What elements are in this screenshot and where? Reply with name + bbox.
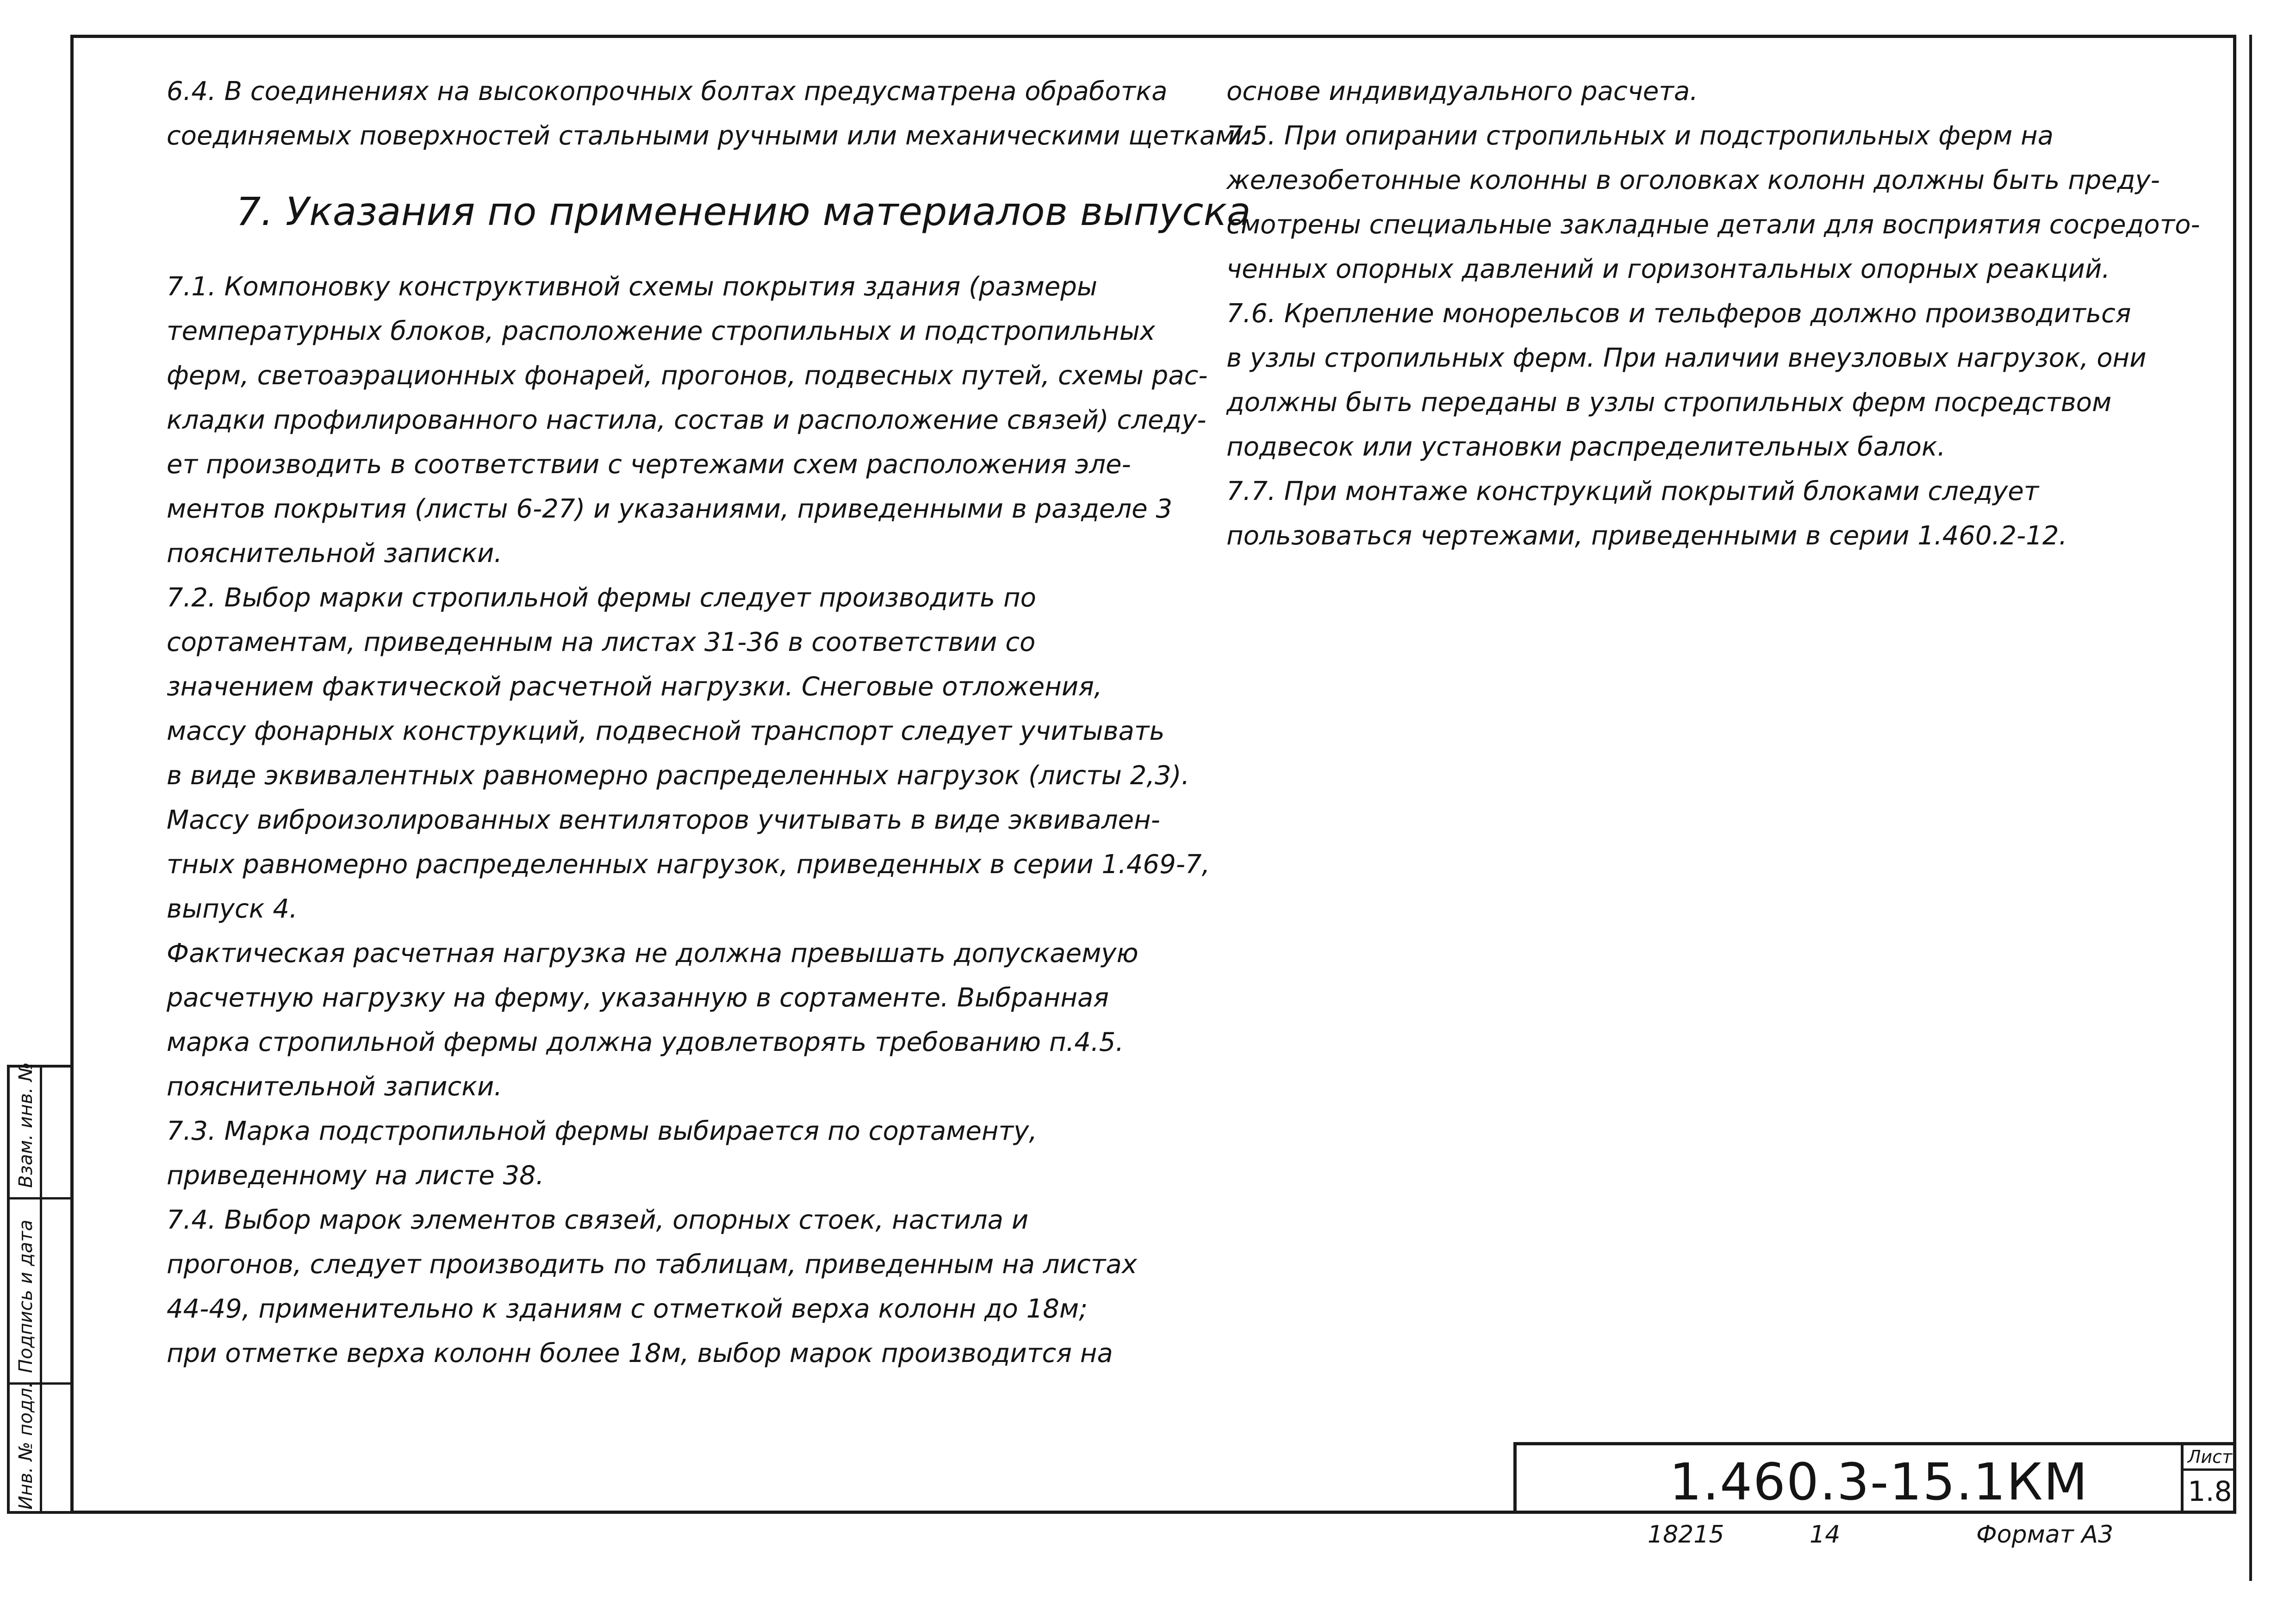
text-line: в узлы стропильных ферм. При наличии внеузловых нагрузок, они [1226,343,2147,373]
text-line: пояснительной записки. [167,538,503,568]
text-line: 7.7. При монтаже конструкций покрытий блоками следует [1226,476,2039,506]
text-line: в виде эквивалентных равномерно распределенных нагрузок (листы 2,3). [167,761,1190,791]
text-line: расчетную нагрузку на ферму, указанную в сортаменте. Выбранная [167,983,1109,1013]
text-line: ченных опорных давлений и горизонтальных опорных реакций. [1226,254,2110,284]
text-line: сортаментам, приведенным на листах 31-36 в соответствии со [167,627,1036,657]
text-line: 7.5. При опирании стропильных и подстропильных ферм на [1226,121,2054,151]
text-line: массу фонарных конструкций, подвесной транспорт следует учитывать [167,716,1165,746]
text-line: 44-49, применительно к зданиям с отметкой верха колонн до 18м; [167,1294,1088,1324]
text-line: соединяемых поверхностей стальными ручными или механическими щетками. [167,121,1260,151]
text-line: прогонов, следует производить по таблицам, приведенным на листах [167,1249,1137,1280]
text-line: 7.3. Марка подстропильной фермы выбирается по сортаменту, [167,1116,1038,1146]
side-stamp [7,1062,70,1514]
text-line: 6.4. В соединениях на высокопрочных болтах предусматрена обработка [167,76,1168,106]
sheet-box [2181,1445,2236,1514]
text-line: пояснительной записки. [167,1072,503,1102]
outer-trim-line [2249,35,2252,1581]
text-line: 7.4. Выбор марок элементов связей, опорных стоек, настила и [167,1205,1029,1235]
text-line: должны быть переданы в узлы стропильных ферм посредством [1226,387,2112,418]
text-line: значением фактической расчетной нагрузки. Снеговые отложения, [167,672,1102,702]
footer-page-number: 14 [1810,1521,1841,1549]
left-text-column [167,69,1260,1376]
text-line: приведенному на листе 38. [167,1161,544,1191]
side-stamp-divider [10,1197,70,1199]
sheet-number: 1.8 [2188,1475,2232,1508]
text-line: 7.1. Компоновку конструктивной схемы покрытия здания (размеры [167,272,1098,302]
text-line: пользоваться чертежами, приведенными в серии 1.460.2-12. [1226,521,2067,551]
text-line: смотрены специальные закладные детали для восприятия сосредото- [1226,210,2200,240]
title-block [1513,1442,2236,1514]
text-line: 7.2. Выбор марки стропильной фермы следует производить по [167,583,1036,613]
sheet-label: Лист [2184,1445,2236,1471]
text-line: основе индивидуального расчета. [1226,76,1698,106]
text-line: Фактическая расчетная нагрузка не должна превышать допускаемую [167,938,1139,968]
text-line: ментов покрытия (листы 6-27) и указаниями, приведенными в разделе 3 [167,494,1173,524]
text-line: температурных блоков, расположение стропильных и подстропильных [167,316,1155,346]
text-line: Массу виброизолированных вентиляторов учитывать в виде эквивален- [167,805,1160,835]
side-label-signature: Подпись и дата [15,1219,37,1373]
text-line: 7.6. Крепление монорельсов и тельферов должно производиться [1226,299,2131,329]
text-line: кладки профилированного настила, состав и расположение связей) следу- [167,405,1207,435]
footer-inventory-number: 18215 [1648,1521,1724,1549]
text-line: при отметке верха колонн более 18м, выбор марок производится на [167,1338,1113,1368]
text-line: ферм, светоаэрационных фонарей, прогонов, подвесных путей, схемы рас- [167,361,1208,391]
side-label-replacement: Взам. инв. № [15,1062,37,1188]
right-text-column [1226,69,2198,558]
text-line: ет производить в соответствии с чертежами схем расположения эле- [167,450,1131,480]
text-line: тных равномерно распределенных нагрузок, приведенных в серии 1.469-7, [167,849,1210,880]
document-code: 1.460.3-15.1КМ [1669,1452,2089,1512]
footer-format: Формат А3 [1976,1521,2114,1549]
text-line: железобетонные колонны в оголовках колонн должны быть преду- [1226,165,2160,195]
section-heading: 7. Указания по применению материалов выпуска [236,189,1251,234]
side-label-inventory: Инв. № подл. [15,1382,37,1510]
text-line: выпуск 4. [167,894,298,924]
text-line: марка стропильной фермы должна удовлетворять требованию п.4.5. [167,1027,1124,1057]
text-line: подвесок или установки распределительных балок. [1226,432,1946,462]
